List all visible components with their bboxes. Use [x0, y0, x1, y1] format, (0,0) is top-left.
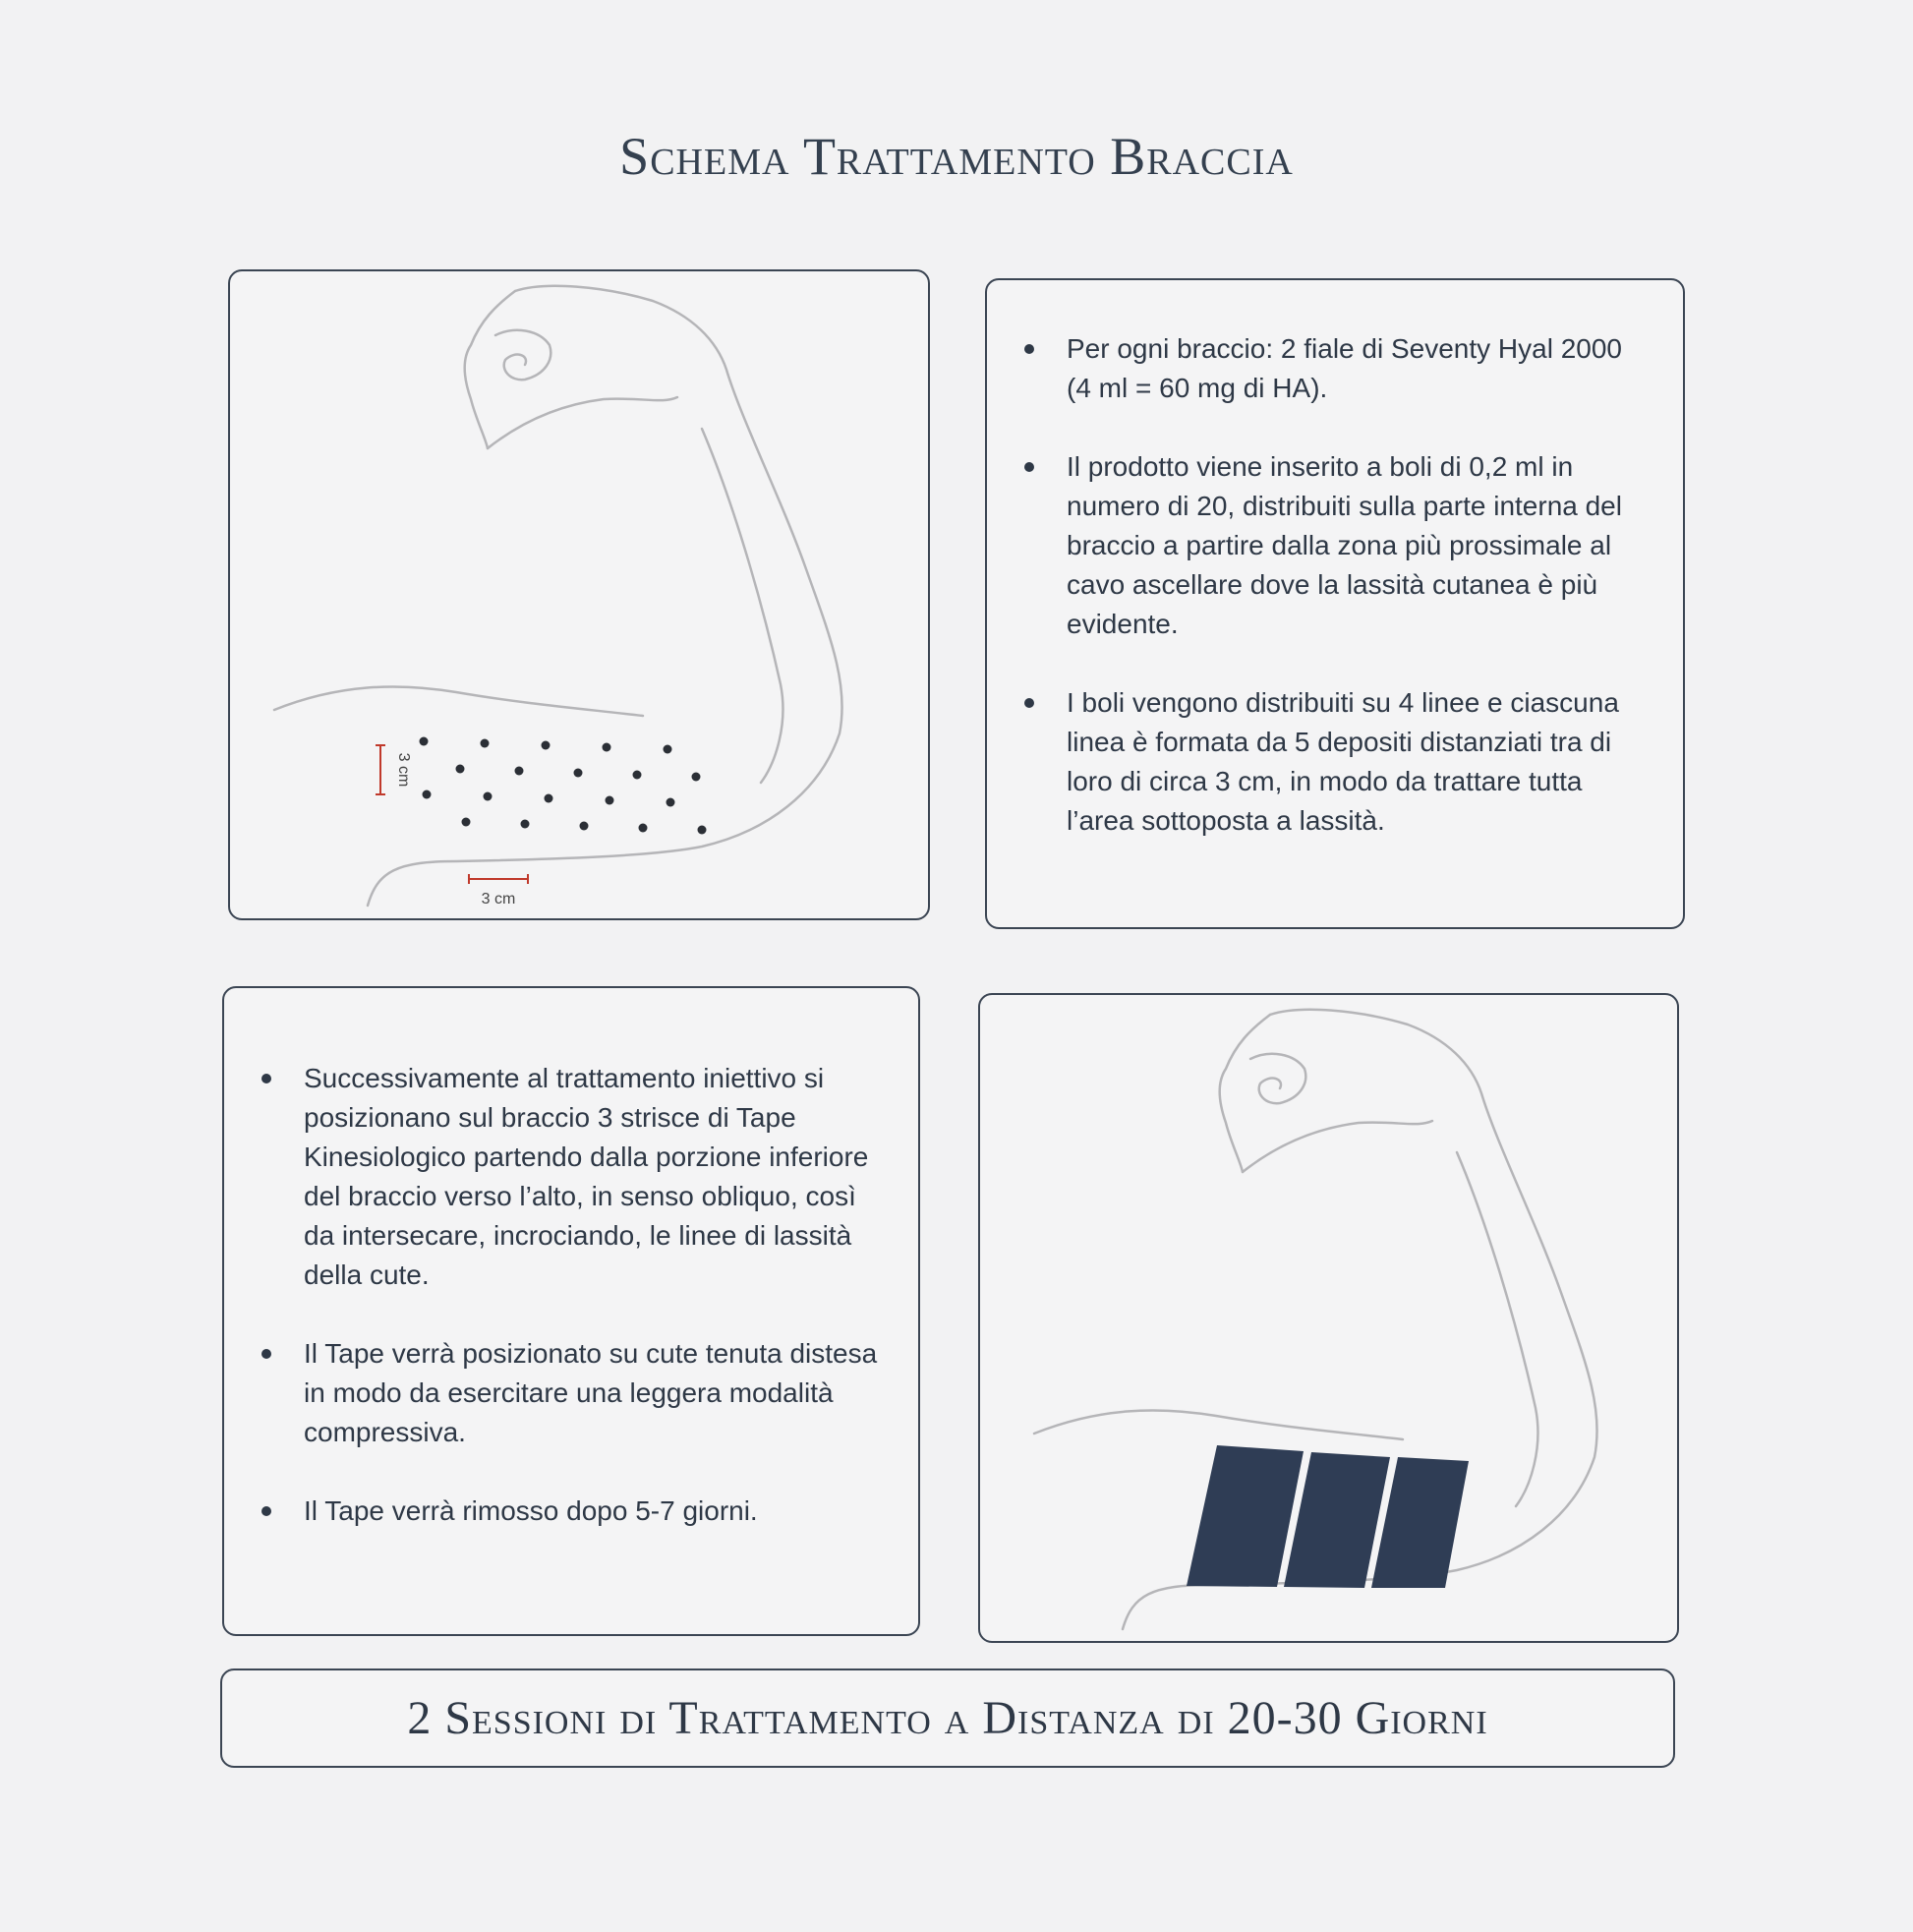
injection-dot: [692, 773, 701, 782]
injection-dot: [545, 794, 553, 803]
kinesio-tape-strips: [1187, 1445, 1469, 1588]
sessions-footer-text: 2 Sessioni di Trattamento a Distanza di 20-30 Giorni: [407, 1692, 1488, 1744]
injection-dot: [515, 767, 524, 776]
injection-dot: [484, 792, 493, 801]
sessions-footer-panel: [220, 1669, 1675, 1768]
bullet-dot-icon: [261, 1074, 271, 1083]
injection-dot: [664, 745, 672, 754]
injection-dot: [456, 765, 465, 774]
horizontal-scale-label: 3 cm: [481, 891, 516, 907]
injection-dot: [521, 820, 530, 829]
dosage-instructions-panel: [985, 278, 1685, 929]
injection-dot: [574, 769, 583, 778]
injection-dot: [580, 822, 589, 831]
tape-instructions-list: [261, 1059, 891, 1570]
arm-injection-diagram: [230, 271, 932, 922]
arm-tape-diagram: [980, 995, 1681, 1645]
horizontal-scale-bar: [469, 874, 528, 884]
injection-dot: [481, 739, 490, 748]
injection-dot: [698, 826, 707, 835]
tape-strip-2: [1284, 1452, 1390, 1588]
list-item: Successivamente al trattamento iniettivo si posizionano sul braccio 3 strisce di Tape Kinesiologico partendo dalla porzione inferiore del braccio verso l’alto, in senso obliquo, così da intersecare, incrociando, le linee di lassità della cute.: [261, 1059, 891, 1295]
injection-dot: [603, 743, 611, 752]
injection-dot: [633, 771, 642, 780]
arm-outline: [274, 286, 842, 906]
bullet-dot-icon: [261, 1349, 271, 1359]
tape-strip-1: [1187, 1445, 1304, 1587]
list-item: Il prodotto viene inserito a boli di 0,2 ml in numero di 20, distribuiti sulla parte interna del braccio a partire dalla zona più prossimale al cavo ascellare dove la lassità cutanea è più evidente.: [1024, 447, 1653, 644]
injection-dot: [667, 798, 675, 807]
list-item: I boli vengono distribuiti su 4 linee e ciascuna linea è formata da 5 depositi distanziati tra di loro di circa 3 cm, in modo da trattare tutta l’area sottoposta a lassità.: [1024, 683, 1653, 841]
list-item: Il Tape verrà rimosso dopo 5-7 giorni.: [261, 1492, 891, 1531]
injection-dot: [639, 824, 648, 833]
tape-instructions-panel: [222, 986, 920, 1636]
injection-dot: [542, 741, 551, 750]
dosage-instructions-list: [1024, 329, 1653, 880]
injection-dot: [462, 818, 471, 827]
vertical-scale-label: 3 cm: [395, 752, 412, 788]
page-title: Schema Trattamento Braccia: [619, 127, 1294, 186]
arm-injection-diagram-panel: [228, 269, 930, 920]
bullet-dot-icon: [1024, 698, 1034, 708]
arm-tape-diagram-panel: [978, 993, 1679, 1643]
injection-dot: [423, 790, 432, 799]
injection-dots: [420, 737, 707, 835]
vertical-scale-bar: [376, 745, 385, 794]
bullet-dot-icon: [261, 1506, 271, 1516]
list-item: Per ogni braccio: 2 fiale di Seventy Hyal 2000 (4 ml = 60 mg di HA).: [1024, 329, 1653, 408]
bullet-dot-icon: [1024, 462, 1034, 472]
injection-dot: [606, 796, 614, 805]
list-item: Il Tape verrà posizionato su cute tenuta distesa in modo da esercitare una leggera modalità compressiva.: [261, 1334, 891, 1452]
injection-dot: [420, 737, 429, 746]
bullet-dot-icon: [1024, 344, 1034, 354]
